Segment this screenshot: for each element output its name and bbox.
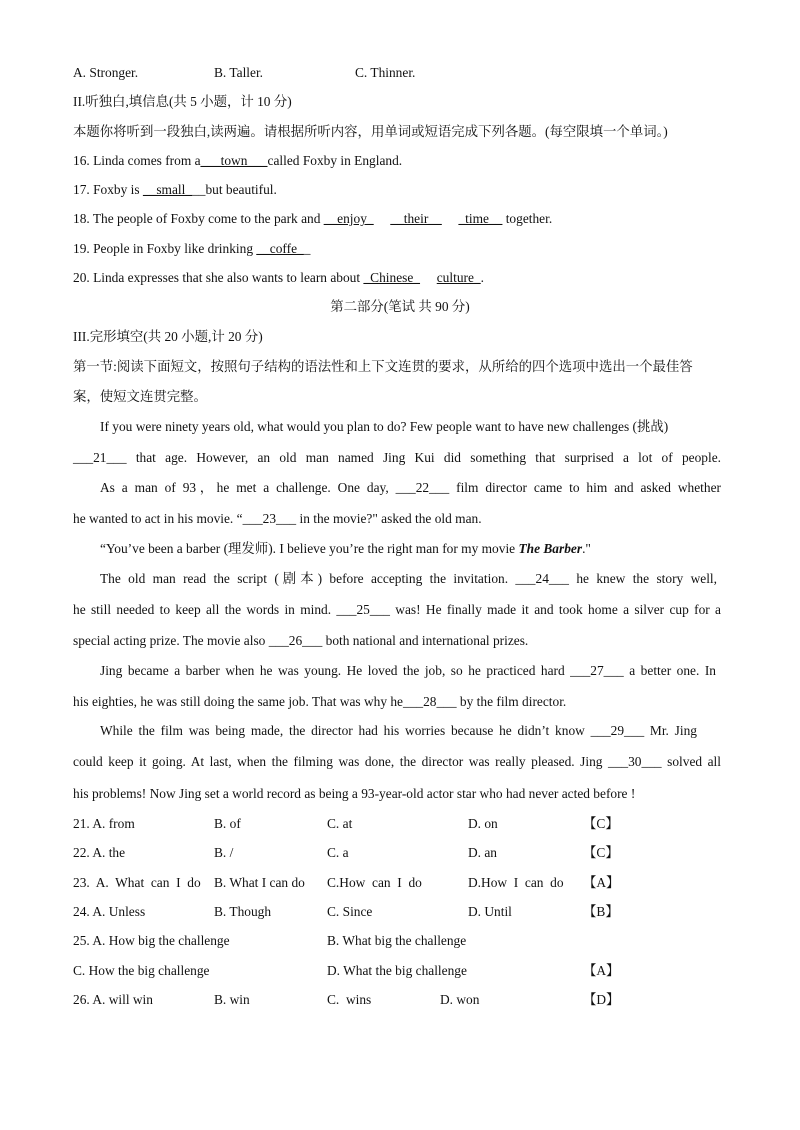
passage-text: “You’ve been a barber (理发师). I believe you’re the right man for my movie	[100, 541, 519, 556]
choice-a: 26. A. will win	[73, 992, 153, 1007]
fill-item-text: 18. The people of Foxby come to the park and	[73, 211, 321, 226]
choice-b: B. Though	[214, 904, 272, 919]
choice-b: B. What I can do	[214, 875, 305, 890]
answer-key: 【B】	[583, 904, 619, 919]
fill-item-19	[73, 240, 310, 258]
choice-c: C. at	[327, 816, 353, 831]
answer-key: 【A】	[583, 963, 620, 978]
section2-title: II.听独白,填信息(共 5 小题，计 10 分)	[73, 94, 292, 109]
fill-item-text: called Foxby in England.	[267, 153, 403, 168]
passage-line: his problems! Now Jing set a world record as being a 93-year-old actor star who had never acted before !	[73, 786, 636, 801]
section3-instruction: 第一节:阅读下面短文，按照句子结构的语法性和上下文连贯的要求，从所给的四个选项中选出一个最佳答	[73, 359, 693, 374]
choice-c: C. Since	[327, 904, 373, 919]
fill-item-text: _	[303, 241, 311, 256]
choice-b: B. win	[214, 992, 250, 1007]
passage-line: special acting prize. The movie also ___26___ both national and international prizes.	[73, 633, 529, 648]
answer-key: 【C】	[583, 845, 619, 860]
choice-a: 25. A. How big the challenge	[73, 933, 230, 948]
answer-blank: _Chinese_	[363, 270, 420, 285]
section2-instruction: 本题你将听到一段独白,读两遍。请根据所听内容，用单词或短语完成下列各题。(每空限填一个单词。)	[73, 124, 668, 139]
choice-a: 24. A. Unless	[73, 904, 146, 919]
fill-item-17	[73, 181, 277, 199]
answer-blank: __their__	[390, 211, 442, 226]
answer-key: 【A】	[583, 875, 620, 890]
fill-item-text: 16. Linda comes from a	[73, 153, 201, 168]
passage-line: While the film was being made, the director had his worries because he didn’t know ___29___ Mr. Jing	[100, 723, 697, 738]
choice-b: B. /	[214, 845, 234, 860]
section3-title: III.完形填空(共 20 小题,计 20 分)	[73, 329, 263, 344]
answer-key: 【C】	[583, 816, 619, 831]
passage-line: Jing became a barber when he was young. He loved the job, so he practiced hard ___27___ a better one. In	[100, 663, 716, 678]
fill-item-text: 20. Linda expresses that she also wants to learn about	[73, 270, 361, 285]
fill-item-16	[73, 152, 402, 170]
q15-option-a: A. Stronger.	[73, 65, 139, 80]
q15-option-b: B. Taller.	[214, 65, 264, 80]
fill-item-18	[73, 210, 552, 228]
fill-item-20	[73, 269, 484, 287]
answer-blank: __coffe_	[256, 241, 304, 256]
choice-d: D. an	[468, 845, 498, 860]
passage-line: As a man of 93，he met a challenge. One day, ___22___ film director came to him and asked whether	[100, 480, 721, 495]
choice-a: 23. A. What can I do	[73, 875, 201, 890]
passage-text: ."	[582, 541, 591, 556]
passage-line	[100, 540, 591, 558]
choice-d: D. won	[440, 992, 480, 1007]
choice-a: 22. A. the	[73, 845, 126, 860]
choice-c: C. How the big challenge	[73, 963, 210, 978]
choice-b: B. What big the challenge	[327, 933, 467, 948]
q15-option-c: C. Thinner.	[355, 65, 416, 80]
choice-a: 21. A. from	[73, 816, 135, 831]
choice-c: C. wins	[327, 992, 372, 1007]
fill-item-text: 19. People in Foxby like drinking	[73, 241, 254, 256]
answer-blank: _time__	[458, 211, 503, 226]
passage-line: he wanted to act in his movie. “___23___ in the movie?" asked the old man.	[73, 511, 482, 526]
answer-blank: __small_	[142, 182, 193, 197]
section3-instruction-cont: 案，使短文连贯完整。	[73, 389, 207, 404]
answer-key: 【D】	[583, 992, 620, 1007]
movie-title: The Barber	[518, 541, 583, 556]
fill-item-text: 17. Foxby is	[73, 182, 140, 197]
choice-d: D.How I can do	[468, 875, 564, 890]
choice-c: C. a	[327, 845, 349, 860]
passage-line: could keep it going. At last, when the filming was done, the director was really pleased. Jing ___30___ solved all	[73, 754, 721, 769]
answer-blank: __enjoy_	[323, 211, 374, 226]
choice-c: C.How can I do	[327, 875, 422, 890]
passage-line: The old man read the script (剧本) before accepting the invitation. ___24___ he knew the story well,	[100, 571, 717, 586]
passage-line: If you were ninety years old, what would you plan to do? Few people want to have new challenges (挑战)	[100, 419, 669, 434]
choice-d: D. What the big challenge	[327, 963, 467, 978]
passage-line: his eighties, he was still doing the same job. That was why he___28___ by the film director.	[73, 694, 567, 709]
answer-blank: ___town___	[200, 153, 268, 168]
answer-blank: culture_	[436, 270, 481, 285]
choice-d: D. Until	[468, 904, 512, 919]
fill-item-text: __but beautiful.	[192, 182, 277, 197]
fill-item-text: together.	[505, 211, 553, 226]
passage-line: ___21___ that age. However, an old man named Jing Kui did something that surprised a lot of people.	[73, 450, 721, 465]
part2-title: 第二部分(笔试 共 90 分)	[330, 299, 470, 314]
fill-item-text: .	[480, 270, 484, 285]
passage-line: he still needed to keep all the words in mind. ___25___ was! He finally made it and took home a silver cup for a	[73, 602, 721, 617]
choice-b: B. of	[214, 816, 241, 831]
choice-d: D. on	[468, 816, 498, 831]
